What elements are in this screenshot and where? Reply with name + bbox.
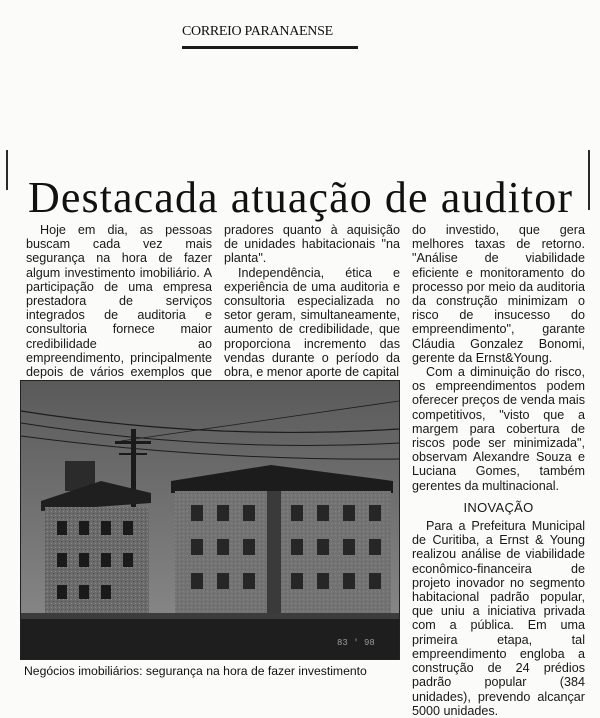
scan-edge-mark (6, 150, 8, 190)
subhead: INOVAÇÃO (463, 499, 534, 515)
paragraph: Com a diminuição do risco, os empreendimentos podem oferecer preços de venda mais competitivos, "visto que a margem para cobertura de riscos pode ser minimizada", observam Alexandre Souza e Luciana Gomes, também gerentes da multinacional. (412, 365, 585, 493)
paragraph: pradores quanto à aquisição de unidades habitacionais "na planta". (224, 223, 400, 266)
article-column-1 (26, 223, 212, 393)
masthead-rule (182, 46, 358, 49)
photo-date-stamp: 83 ' 98 (337, 638, 375, 648)
paragraph: Independência, ética e experiência de uma auditoria e consultoria especializada no setor geram, simultaneamente, aumento de credibilidade, que proporciona incremento das vendas durante o período da obra, e menor aporte de capital (224, 265, 400, 380)
article-photo (20, 380, 400, 660)
masthead-logo: CORREIO PARANAENSE (182, 24, 333, 39)
paragraph: Para a Prefeitura Municipal de Curitiba, a Ernst & Young realizou análise de viabilidade econômico-financeira de projeto inovador no segmento habitacional padrão popular, que uniu a iniciativa privada com a pública. Em uma primeira etapa, tal empreendimento engloba a construção de 24 prédios padrão popular (384 unidades), prevendo alcançar 5000 unidades. (412, 519, 585, 718)
headline: Destacada atuação de auditor (28, 173, 574, 222)
masthead (182, 12, 358, 56)
article-column-2 (224, 223, 400, 379)
article-column-3 (412, 223, 585, 718)
paragraph: Hoje em dia, as pessoas buscam cada vez mais segurança na hora de fazer algum investimento imobiliário. A participação de uma empresa prestadora de serviços integrados de auditoria e consultoria fornece maior credibilidade ao empreendimento, principalmente depois de vários exemplos que (26, 223, 212, 380)
photo-caption: Negócios imobiliários: segurança na hora de fazer investimento (24, 664, 367, 678)
photo-buildings (21, 381, 399, 659)
paragraph: do investido, que gera melhores taxas de retorno. "Análise de viabilidade eficiente e monitoramento do processo por meio da auditoria da construção minimizam o risco de insucesso do empreendimento", garante Cláudia Gonzalez Bonomi, gerente da Ernst&Young. (412, 223, 585, 365)
scan-edge-mark (588, 150, 590, 210)
